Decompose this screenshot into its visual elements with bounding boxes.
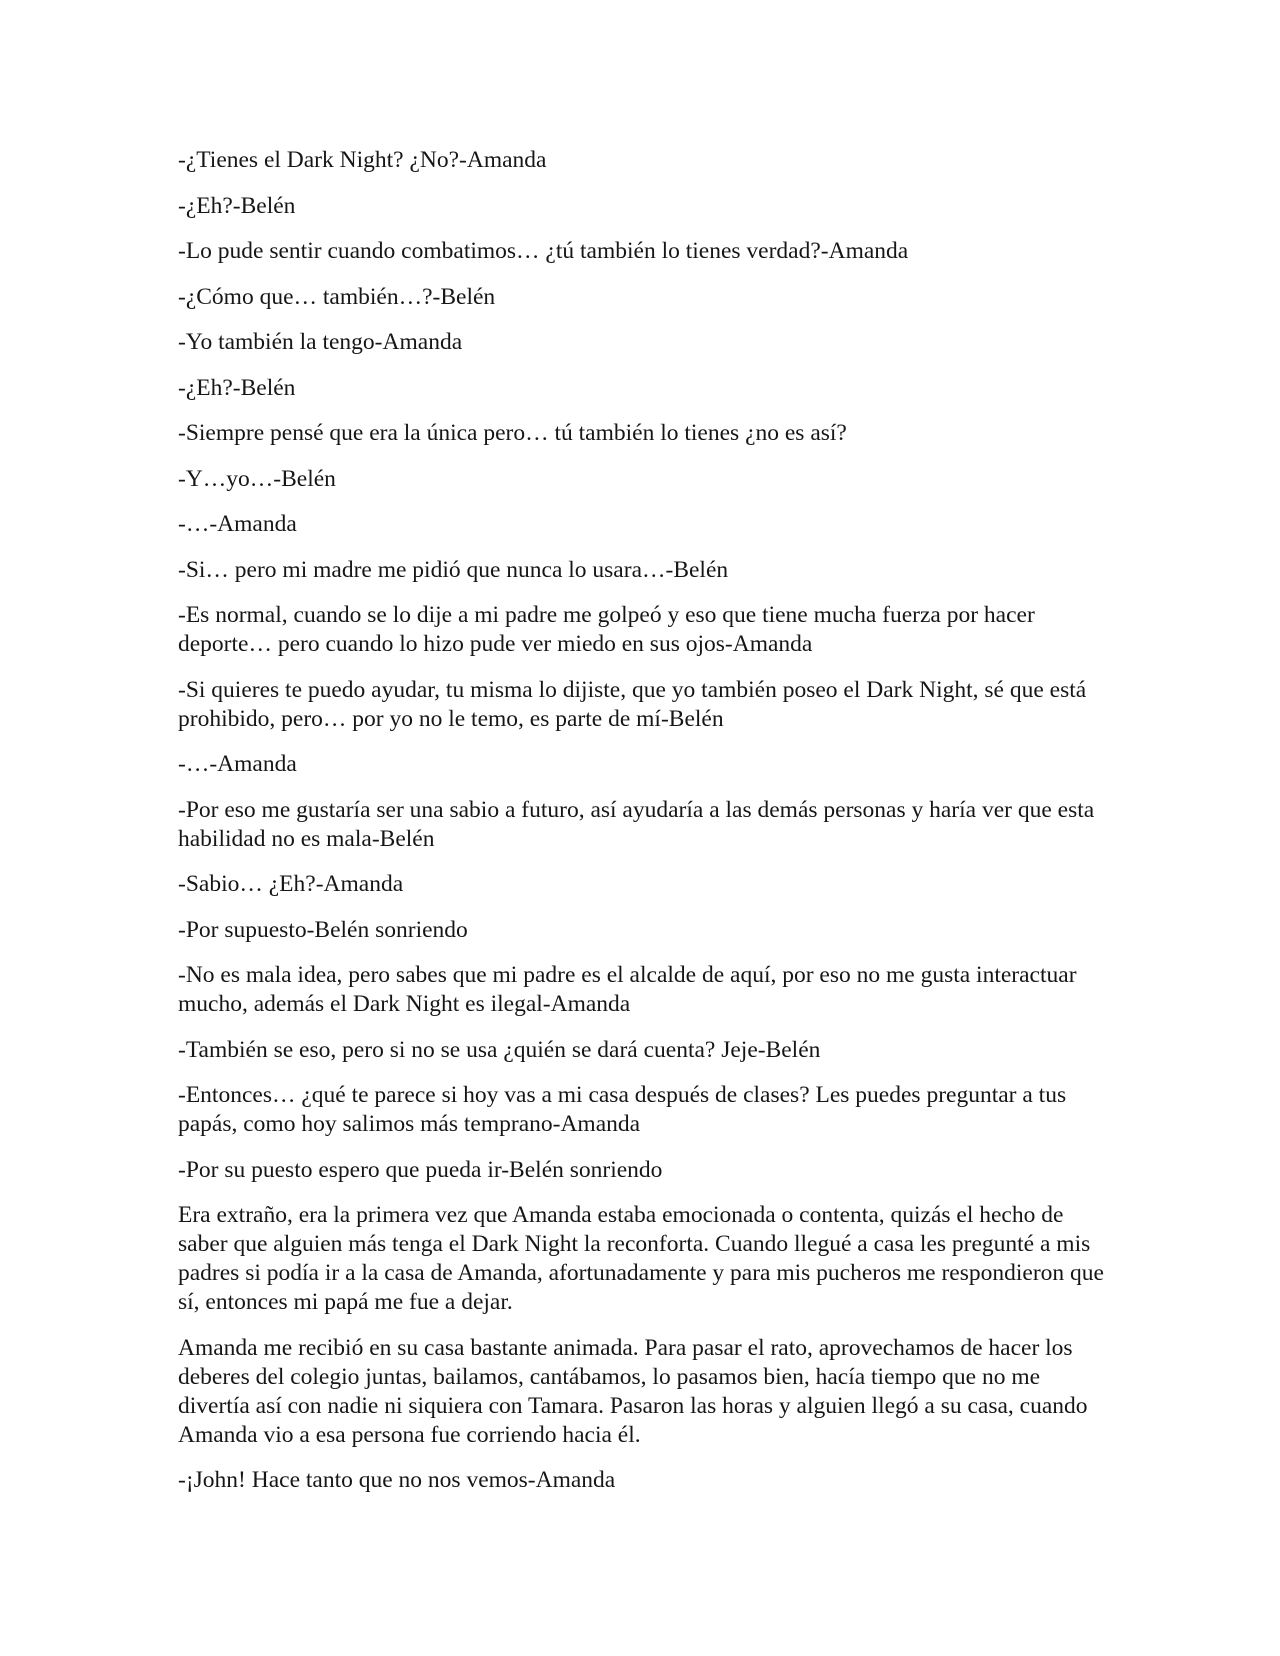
paragraph-dialogue: -¿Eh?-Belén bbox=[178, 192, 296, 219]
paragraph-dialogue: -Si quieres te puedo ayudar, tu misma lo dijiste, que yo también poseo el Dark Night, sé que está prohibido, pero… por yo no le temo, es parte de mí-Belén bbox=[178, 676, 1087, 732]
paragraph-narration: Era extraño, era la primera vez que Amanda estaba emocionada o contenta, quizás el hecho de saber que alguien más tenga el Dark Night la reconforta. Cuando llegué a casa les pregunté a mis padres si podía ir a la casa de Amanda, afortunadamente y para mis pucheros me respondieron que sí, entonces mi papá me fue a dejar. bbox=[178, 1202, 1104, 1315]
paragraph-dialogue: -¡John! Hace tanto que no nos vemos-Amanda bbox=[178, 1467, 616, 1493]
paragraph-dialogue: -Lo pude sentir cuando combatimos… ¿tú también lo tienes verdad?-Amanda bbox=[178, 238, 909, 264]
paragraph-dialogue: -Yo también la tengo-Amanda bbox=[178, 329, 463, 355]
paragraph-dialogue: -Siempre pensé que era la única pero… tú también lo tienes ¿no es así? bbox=[178, 420, 847, 446]
paragraph-dialogue: -¿Eh?-Belén bbox=[178, 374, 296, 401]
paragraph-dialogue: -Por supuesto-Belén sonriendo bbox=[178, 916, 468, 943]
paragraph-dialogue: -Sabio… ¿Eh?-Amanda bbox=[178, 871, 404, 897]
paragraph-dialogue: -También se eso, pero si no se usa ¿quién se dará cuenta? Jeje-Belén bbox=[178, 1036, 821, 1063]
paragraph-dialogue: -Si… pero mi madre me pidió que nunca lo usara…-Belén bbox=[178, 556, 729, 583]
document-body bbox=[178, 146, 1108, 1512]
paragraph-dialogue: -Por eso me gustaría ser una sabio a futuro, así ayudaría a las demás personas y haría ver que esta habilidad no es mala-Belén bbox=[178, 796, 1095, 852]
paragraph-dialogue: -Por su puesto espero que pueda ir-Belén sonriendo bbox=[178, 1156, 663, 1183]
paragraph-dialogue: -Entonces… ¿qué te parece si hoy vas a mi casa después de clases? Les puedes preguntar a tus papás, como hoy salimos más temprano-Amanda bbox=[178, 1082, 1067, 1137]
paragraph-dialogue: -¿Tienes el Dark Night? ¿No?-Amanda bbox=[178, 147, 547, 173]
paragraph-dialogue: -No es mala idea, pero sabes que mi padre es el alcalde de aquí, por eso no me gusta interactuar mucho, además el Dark Night es ilegal-Amanda bbox=[178, 962, 1077, 1017]
paragraph-dialogue: -…-Amanda bbox=[178, 751, 297, 777]
paragraph-dialogue: -Es normal, cuando se lo dije a mi padre me golpeó y eso que tiene mucha fuerza por hacer deporte… pero cuando lo hizo pude ver miedo en sus ojos-Amanda bbox=[178, 602, 1035, 657]
paragraph-dialogue: -Y…yo…-Belén bbox=[178, 465, 336, 492]
paragraph-narration: Amanda me recibió en su casa bastante animada. Para pasar el rato, aprovechamos de hacer los deberes del colegio juntas, bailamos, cantábamos, lo pasamos bien, hacía tiempo que no me divertía así con nadie ni siquiera con Tamara. Pasaron las horas y alguien llegó a su casa, cuando Amanda vio a esa persona fue corriendo hacia él. bbox=[178, 1334, 1088, 1448]
paragraph-dialogue: -¿Cómo que… también…?-Belén bbox=[178, 283, 496, 310]
paragraph-dialogue: -…-Amanda bbox=[178, 511, 297, 537]
